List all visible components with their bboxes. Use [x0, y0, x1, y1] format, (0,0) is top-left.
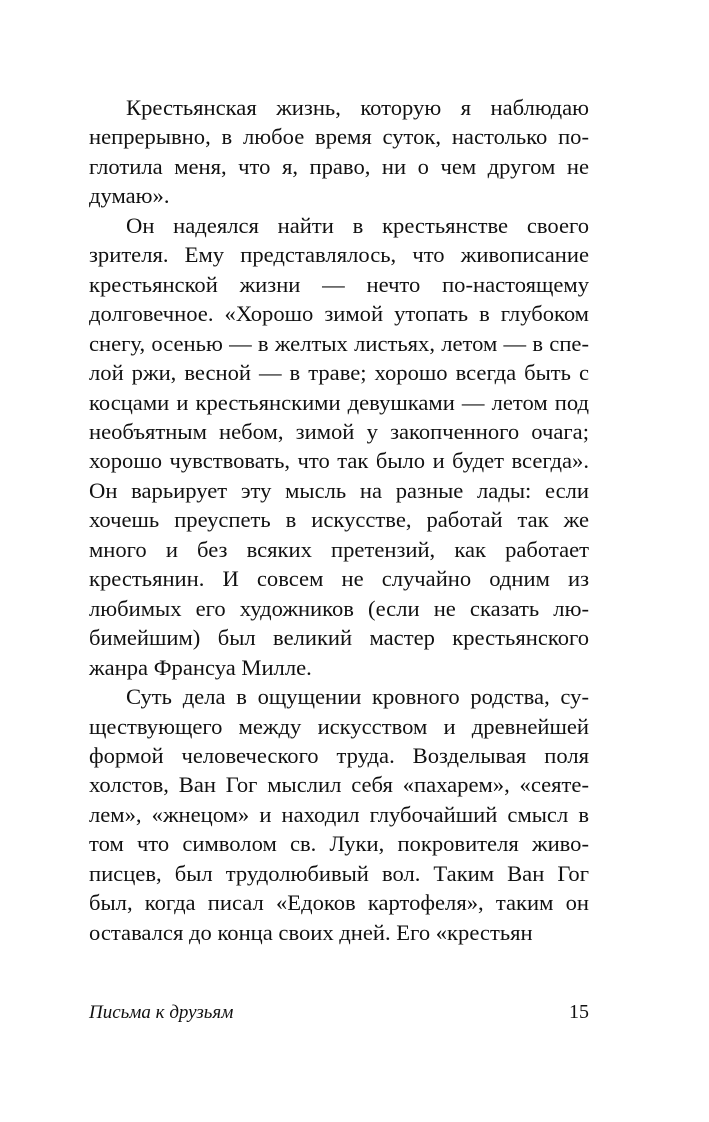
paragraph-2: Он надеялся найти в крестьянстве своего зрителя. Ему представлялось, что живописание крестьянской жизни — нечто по-настоящему долговечное. «Хорошо зимой утопать в глубоком снегу, осенью — в желтых листьях, летом — в спелой ржи, весной — в траве; хорошо всегда быть с косцами и крестьянскими девушками — летом под необъятным небом, зимой у закопченного очага; хорошо чувствовать, что так было и будет всегда». Он варьирует эту мысль на разные лады: если хочешь преуспеть в искусстве, работай так же много и без всяких претензий, как работает крестьянин. И совсем не случайно одним из любимых его художников (если не сказать любимейшим) был великий мастер крестьянского жанра Франсуа Милле.	[89, 212, 589, 680]
paragraph-3: Суть дела в ощущении кровного родства, существующего между искусством и древнейшей формой человеческого труда. Возделывая поля холстов, Ван Гог мыслил себя «пахарем», «сеятелем», «жнецом» и находил глубочайший смысл в том что символом св. Луки, покровителя живописцев, был трудолюбивый вол. Таким Ван Гог был, когда писал «Едоков картофеля», таким он оставался до конца своих дней. Его «крестьян	[89, 684, 589, 945]
body-text	[89, 93, 589, 947]
page-number: 15	[569, 1001, 589, 1023]
paragraph-1: Крестьянская жизнь, которую я наблюдаю непрерывно, в любое время суток, настолько поглотила меня, что я, право, ни о чем другом не думаю».	[89, 95, 589, 209]
running-footer-title: Письма к друзьям	[89, 1002, 234, 1023]
